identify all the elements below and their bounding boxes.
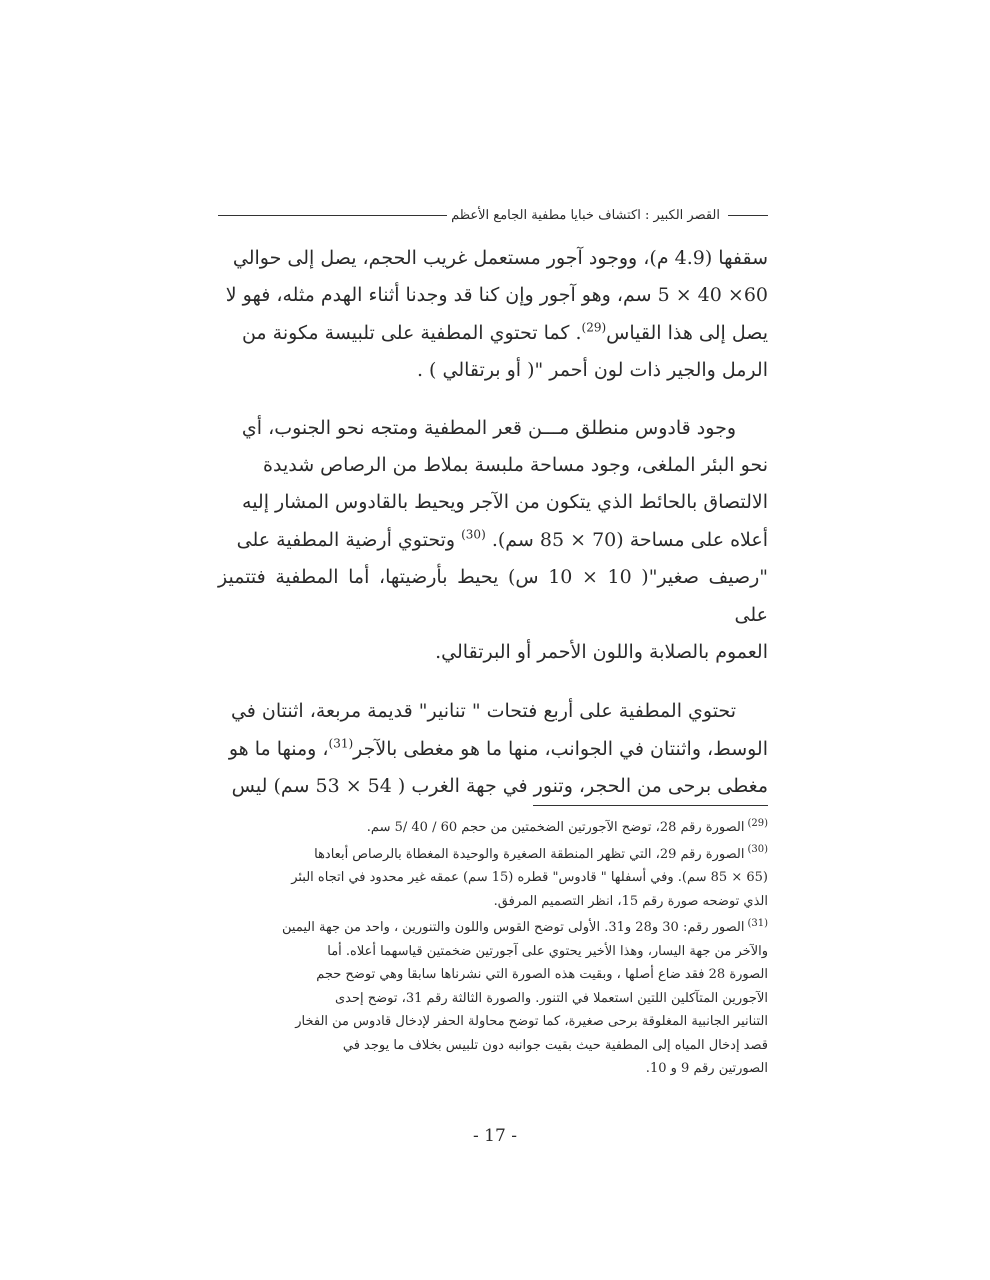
footnote-line: الآجورين المتآكلين اللتين استعملا في التنور. والصورة الثالثة رقم 31، توضح إحدى: [334, 990, 768, 1006]
footnote-line: الذي توضحه صورة رقم 15، انظر التصميم المرفق.: [493, 893, 768, 909]
footnote-number: (29): [747, 817, 768, 829]
text-line: مغطى برحى من الحجر، وتنور في جهة الغرب ( 54 × 53 سم) ليس: [231, 775, 768, 798]
footnote-line: الصورة 28 فقد ضاع أصلها ، وبقيت هذه الصورة التي نشرناها سابقا وهي توضح حجم: [316, 967, 768, 982]
text-segment: وتحتوي أرضية المطفية على: [236, 528, 456, 551]
text-line: 60× 40 × 5 سم، وهو آجور وإن كنا قد وجدنا أثناء الهدم مثله، فهو لا: [225, 284, 768, 307]
footnote-31: [218, 916, 768, 1081]
footnotes: [218, 816, 768, 1084]
footnote-ref: (31): [328, 736, 354, 751]
text-segment: يصل إلى هذا القياس: [606, 321, 768, 344]
text-line: نحو البئر الملغى، وجود مساحة ملبسة بملاط من الرصاص شديدة: [263, 454, 768, 477]
header-rule-short: [728, 215, 768, 216]
text-line: تحتوي المطفية على أربع فتحات " تنانير" قديمة مربعة، اثنتان في: [230, 700, 736, 723]
footnote-line: والآخر من جهة اليسار، وهذا الأخير يحتوي على آجورتين ضخمتين قياسهما أعلاه. أما: [327, 943, 768, 959]
footnote-line: قصد إدخال المياه إلى المطفية حيث بقيت جوانبه دون تلبيس بخلاف ما يوجد في: [342, 1037, 768, 1053]
footnote-number: (30): [747, 844, 768, 856]
footnote-line: [218, 843, 768, 867]
footnote-separator: [533, 805, 768, 806]
footnote-number: (31): [747, 917, 768, 929]
text-segment: الوسط، واثنتان في الجوانب، منها ما هو مغطى بالآجر: [353, 737, 768, 760]
text-segment: ، ومنها ما هو: [228, 737, 329, 760]
footnote-ref: (29): [581, 320, 607, 335]
text-line: سقفها (4.9 م)، ووجود آجور مستعمل غريب الحجم، يصل إلى حوالي: [232, 247, 768, 269]
footnote-text: الصور رقم: 30 و28 و31. الأولى توضح القوس واللون والتنورين ، واحد من جهة اليمين: [282, 920, 745, 935]
text-line: العموم بالصلابة واللون الأحمر أو البرتقالي.: [435, 641, 768, 664]
text-line: [218, 731, 768, 768]
text-line: الالتصاق بالحائط الذي يتكون من الآجر ويحيط بالقادوس المشار إليه: [242, 491, 768, 514]
running-header: [218, 203, 768, 227]
header-rule-long: [218, 215, 447, 216]
footnote-ref: (30): [461, 527, 486, 542]
footnote-line: [218, 916, 768, 940]
text-line: "رصيف صغير"( 10 × 10 س) يحيط بأرضيتها، أما المطفية فتتميز على: [218, 566, 768, 626]
paragraph-2: [218, 410, 768, 672]
paragraph-3: [218, 693, 768, 805]
text-segment: . كما تحتوي المطفية على تلبيسة مكونة من: [241, 321, 582, 344]
text-line: وجود قادوس منطلق مـــن قعر المطفية ومتجه نحو الجنوب، أي: [241, 416, 736, 439]
footnote-line: الصورتين رقم 9 و 10.: [645, 1061, 768, 1076]
main-text: [218, 240, 768, 806]
header-title: القصر الكبير : اكتشاف خبايا مطفية الجامع الأعظم: [451, 207, 720, 223]
footnote-30: [218, 843, 768, 914]
paragraph-1: [218, 240, 768, 390]
footnote-text: الصورة رقم 28، توضح الآجورتين الضخمتين من حجم 60 / 40 /5 سم.: [366, 820, 745, 835]
footnote-line: التنانير الجانبية المغلوقة برحى صغيرة، كما توضح محاولة الحفر لإدخال قادوس من الفخار: [295, 1014, 768, 1029]
footnote-text: الصورة رقم 29، التي تظهر المنطقة الصغيرة والوحيدة المغطاة بالرصاص أبعادها: [314, 846, 745, 862]
text-line: الرمل والجير ذات لون أحمر "( أو برتقالي ) .: [416, 359, 768, 382]
footnote-29: [218, 816, 768, 840]
text-segment: أعلاه على مساحة (70 × 85 سم).: [491, 528, 768, 551]
footnote-line: (65 × 85 سم). وفي أسفلها " قادوس" قطره (15 سم) عمقه غير محدود في اتجاه البئر: [291, 870, 768, 885]
text-line: [218, 315, 768, 352]
text-line: [218, 522, 768, 559]
page-number: - 17 -: [473, 1126, 517, 1146]
footnote-line: [218, 816, 768, 840]
